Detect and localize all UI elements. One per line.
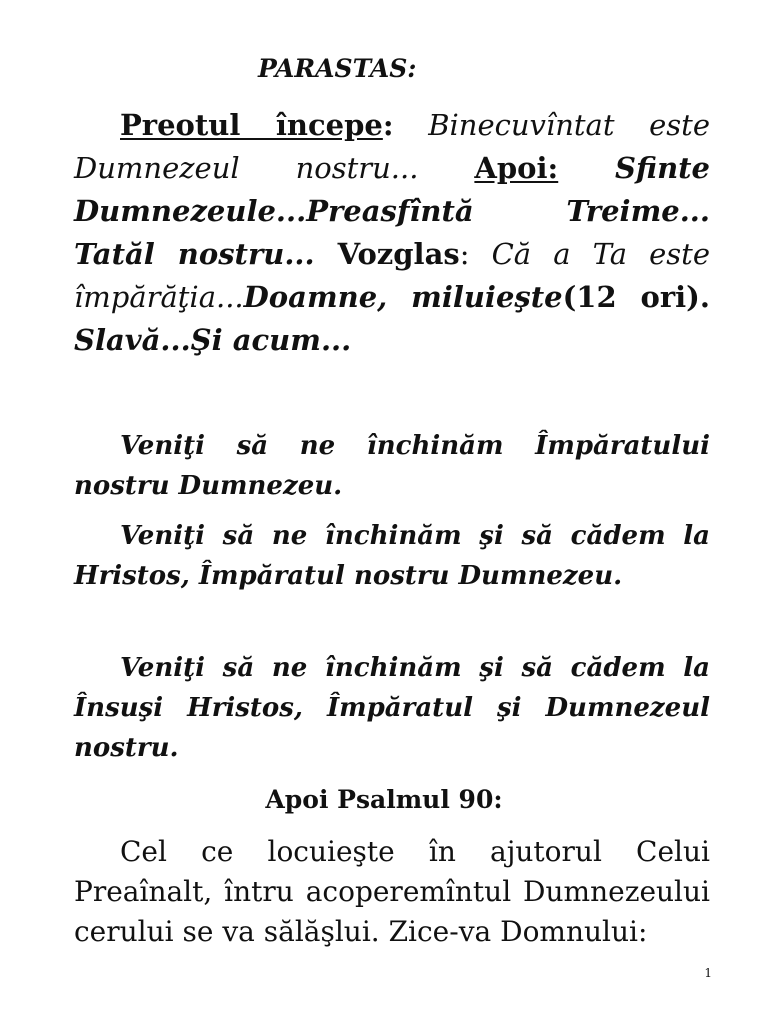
veniti-paragraph-3: Veniţi să ne închinăm şi să cădem la Însuşi Hristos, Împăratul şi Dumnezeul nostru. xyxy=(74,653,710,763)
psalm-heading: Apoi Psalmul 90: xyxy=(265,785,503,814)
apoi-label: Apoi: xyxy=(474,151,559,185)
ca-a-ta-text: Că a Ta este împărăţia... xyxy=(74,237,710,314)
doamne-text: Doamne, miluieşte xyxy=(243,280,563,314)
preotul-label: Preotul începe xyxy=(120,108,383,142)
vozglas-label: Vozglas xyxy=(337,237,460,271)
psalm-paragraph: Cel ce locuieşte în ajutorul Celui Preaînalt, întru acoperemîntul Dumnezeului cerului se va sălăşlui. Zice-va Domnului: xyxy=(74,835,710,948)
binecuvantat-text: Binecuvîntat este Dumnezeul nostru... xyxy=(74,108,710,185)
document-title: PARASTAS: xyxy=(258,54,417,83)
intro-paragraph xyxy=(74,104,710,362)
veniti-paragraph-1: Veniţi să ne închinăm Împăratului nostru Dumnezeu. xyxy=(74,431,710,501)
veniti-paragraph-2: Veniţi să ne închinăm şi să cădem la Hristos, Împăratul nostru Dumnezeu. xyxy=(74,521,710,591)
preotul-colon: : xyxy=(382,108,394,142)
slava-text: Slavă...Şi acum... xyxy=(74,323,352,357)
page-number: 1 xyxy=(704,966,712,980)
vozglas-colon: : xyxy=(459,237,492,271)
ori-text: (12 ori). xyxy=(562,280,710,314)
sfinte-text: Sfinte Dumnezeule...Preasfîntă Treime... Tatăl nostru... xyxy=(74,151,710,271)
